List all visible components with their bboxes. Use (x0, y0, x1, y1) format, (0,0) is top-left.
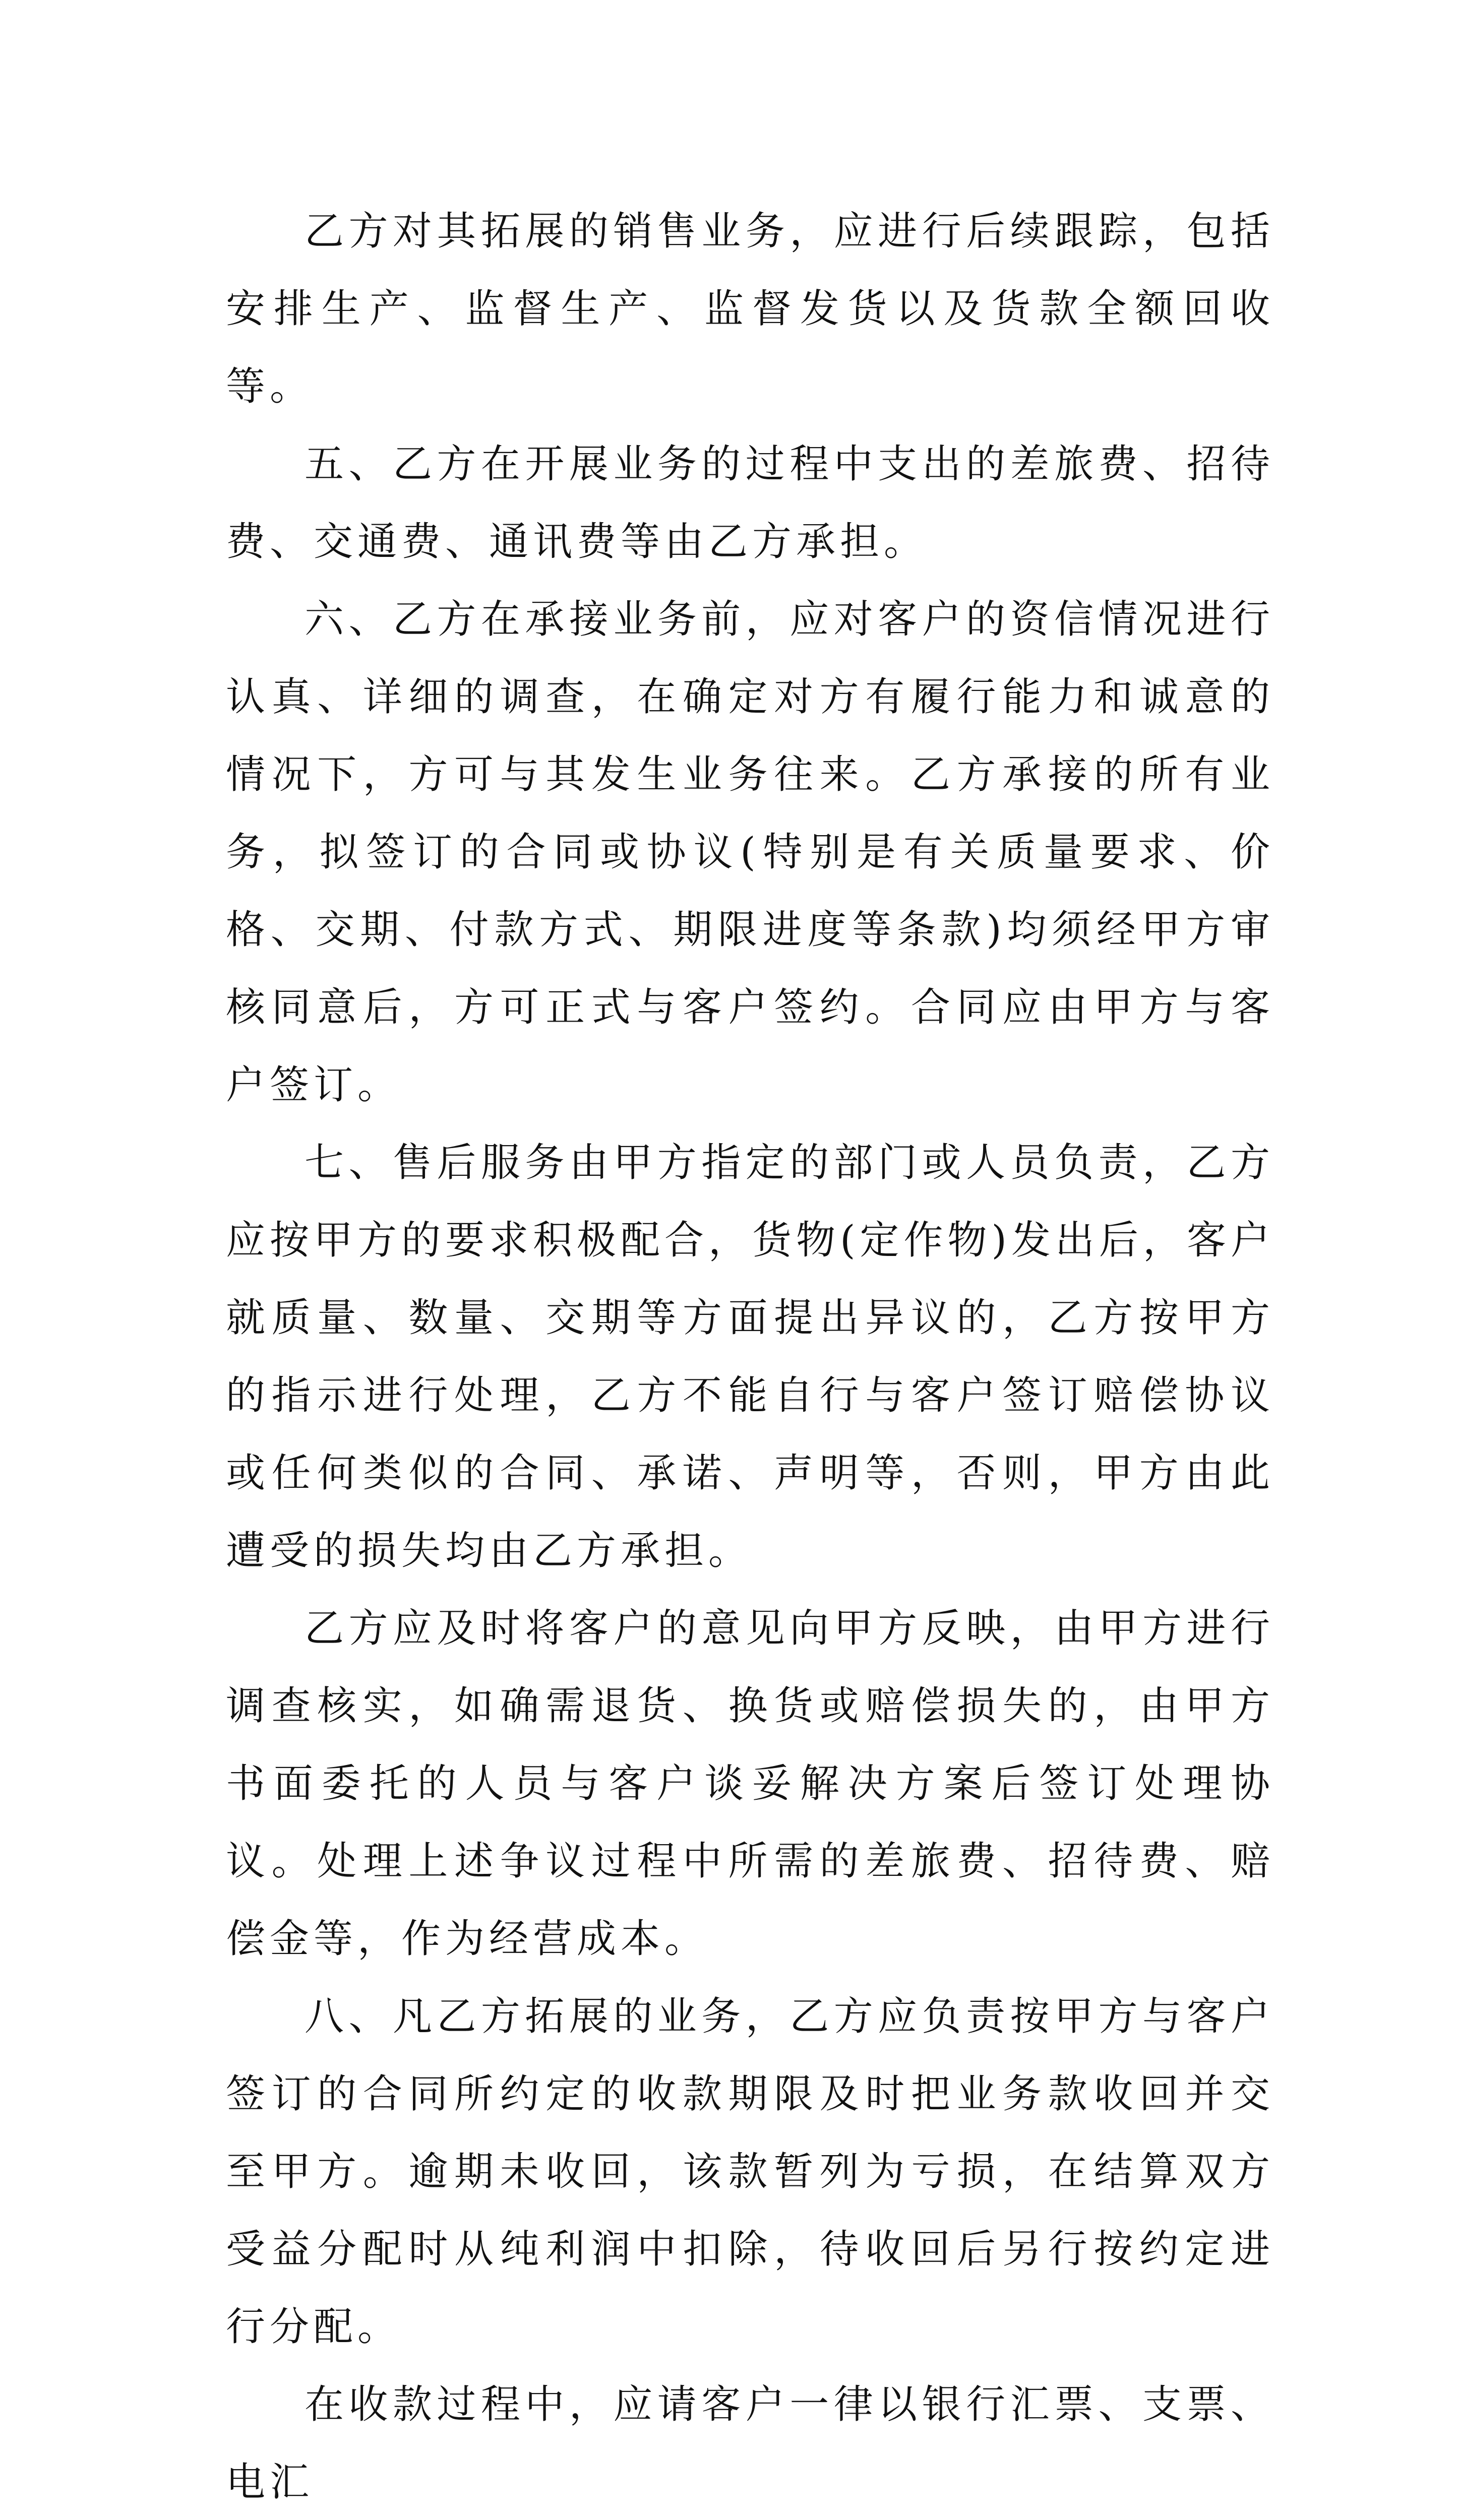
document-body (226, 193, 1274, 2520)
paragraph-follow-up: 乙方对其拓展的销售业务，应进行后续跟踪，包括安排生产、监督生产、监督发货以及货款全额回收等。 (226, 209, 1274, 409)
paragraph-clause-7: 七、售后服务由甲方指定的部门或人员负责，乙方应按甲方的要求积极配合，货物(定作物)发出后，客户就质量、数量、交期等方面提出异议的，乙方按甲方的指示进行处理，乙方不能自行与客户签订赔偿协议或任何类似的合同、承诺、声明等，否则，甲方由此遭受的损失均由乙方承担。 (226, 1140, 1274, 1573)
paragraph-clause-8: 八、凡乙方拓展的业务，乙方应负责按甲方与客户签订的合同所约定的收款期限及时把业务款收回并交至甲方。逾期未收回，该款暂列为亏损，在结算双方受益分配时从纯利润中扣除，待收回后另行按约定进行分配。 (226, 1994, 1274, 2350)
paragraph-clause-5: 五、乙方在开展业务的过程中支出的差旅费、招待费、交通费、通讯费等由乙方承担。 (226, 442, 1274, 564)
paragraph-clause-6: 六、乙方在承接业务前，应对客户的资信情况进行认真、详细的调查，在确定对方有履行能力和诚意的情况下，方可与其发生业务往来。乙方承接的所有业务，拟签订的合同或协议(特别是有关质量要求、价格、交期、付款方式、期限进度等条款)均须经甲方审核同意后，方可正式与客户签约。合同应由甲方与客户签订。 (226, 597, 1274, 1108)
paragraph-feedback: 乙方应及时将客户的意见向甲方反映，由甲方进行调查核实，如确需退货、换货或赔偿损失的，由甲方书面委托的人员与客户谈妥解决方案后签订处理协议。处理上述争议过程中所需的差旅费、招待费、赔偿金等，作为经营成本。 (226, 1606, 1274, 1962)
paragraph-payment: 在收款过程中，应请客户一律以银行汇票、支票、电汇 (226, 2382, 1274, 2505)
